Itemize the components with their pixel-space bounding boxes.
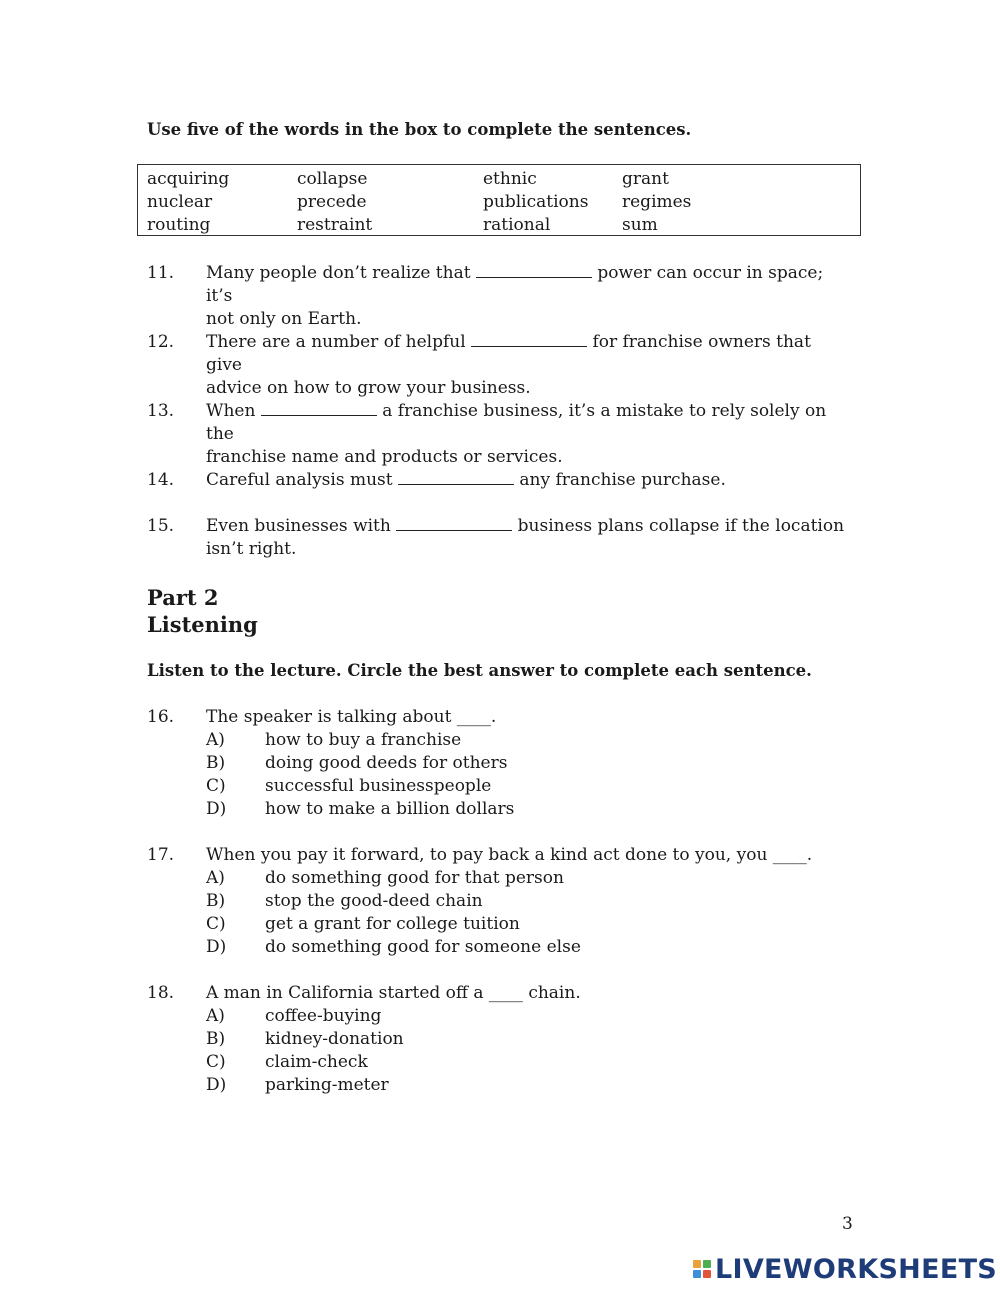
option-text[interactable]: claim-check <box>265 1052 368 1072</box>
question-number: 15. <box>147 516 175 536</box>
question-11 <box>206 262 846 331</box>
answer-blank[interactable] <box>476 263 592 278</box>
option-letter[interactable]: D) <box>206 937 227 957</box>
option-letter[interactable]: D) <box>206 1075 227 1095</box>
logo-blocks-icon <box>693 1260 711 1278</box>
question-number: 17. <box>147 845 175 865</box>
option-letter[interactable]: B) <box>206 1029 226 1049</box>
question-text: franchise name and products or services. <box>206 447 563 467</box>
option-letter[interactable]: D) <box>206 799 227 819</box>
question-number: 12. <box>147 332 175 352</box>
logo-text: LIVEWORKSHEETS <box>715 1253 998 1285</box>
option-letter[interactable]: A) <box>206 1006 225 1026</box>
question-number: 13. <box>147 401 175 421</box>
question-text: not only on Earth. <box>206 309 362 329</box>
option-text[interactable]: parking-meter <box>265 1075 389 1095</box>
question-17: When you pay it forward, to pay back a kind act done to you, you ____. <box>206 845 813 865</box>
option-text[interactable]: successful businesspeople <box>265 776 492 796</box>
option-text[interactable]: kidney-donation <box>265 1029 404 1049</box>
question-text: any franchise purchase. <box>514 470 726 490</box>
option-letter[interactable]: B) <box>206 753 226 773</box>
option-text[interactable]: how to make a billion dollars <box>265 799 515 819</box>
part2-instruction: Listen to the lecture. Circle the best answer to complete each sentence. <box>147 661 812 680</box>
question-number: 18. <box>147 983 175 1003</box>
option-letter[interactable]: A) <box>206 868 225 888</box>
section1-instruction: Use five of the words in the box to complete the sentences. <box>147 120 692 139</box>
word-box-word: collapse <box>297 169 368 189</box>
word-box-word: restraint <box>297 215 373 235</box>
option-text[interactable]: how to buy a franchise <box>265 730 462 750</box>
question-12 <box>206 331 846 400</box>
option-letter[interactable]: C) <box>206 776 226 796</box>
option-text[interactable]: coffee-buying <box>265 1006 382 1026</box>
question-text: Even businesses with <box>206 516 397 536</box>
word-box-word: regimes <box>622 192 692 212</box>
question-text: a franchise business, it’s a mistake to rely solely on the <box>206 401 827 444</box>
word-box-word: routing <box>147 215 211 235</box>
question-number: 14. <box>147 470 175 490</box>
page-number: 3 <box>842 1214 853 1234</box>
question-14 <box>206 469 846 492</box>
word-box-word: grant <box>622 169 669 189</box>
question-16: The speaker is talking about ____. <box>206 707 497 727</box>
liveworksheets-logo <box>693 1254 997 1284</box>
word-box-word: precede <box>297 192 367 212</box>
question-number: 11. <box>147 263 175 283</box>
word-box-word: publications <box>483 192 589 212</box>
question-text: isn’t right. <box>206 539 297 559</box>
word-box-word: rational <box>483 215 551 235</box>
question-13 <box>206 400 846 469</box>
question-text: Many people don’t realize that <box>206 263 476 283</box>
option-letter[interactable]: C) <box>206 914 226 934</box>
answer-blank[interactable] <box>471 332 587 347</box>
question-number: 16. <box>147 707 175 727</box>
option-letter[interactable]: C) <box>206 1052 226 1072</box>
question-text: Careful analysis must <box>206 470 398 490</box>
question-18: A man in California started off a ____ chain. <box>206 983 581 1003</box>
word-box-word: sum <box>622 215 658 235</box>
word-box-word: nuclear <box>147 192 213 212</box>
question-text: for franchise owners that give <box>206 332 811 375</box>
option-text[interactable]: do something good for that person <box>265 868 564 888</box>
part-heading: Part 2 <box>147 585 219 610</box>
question-text: business plans collapse if the location <box>512 516 845 536</box>
question-text: When <box>206 401 261 421</box>
question-text: power can occur in space; it’s <box>206 263 824 306</box>
option-text[interactable]: do something good for someone else <box>265 937 581 957</box>
word-box <box>137 164 861 236</box>
answer-blank[interactable] <box>261 401 377 416</box>
option-text[interactable]: get a grant for college tuition <box>265 914 520 934</box>
option-letter[interactable]: A) <box>206 730 225 750</box>
option-text[interactable]: stop the good-deed chain <box>265 891 483 911</box>
question-text: There are a number of helpful <box>206 332 472 352</box>
section-heading: Listening <box>147 612 258 637</box>
word-box-word: ethnic <box>483 169 537 189</box>
question-text: advice on how to grow your business. <box>206 378 531 398</box>
word-box-word: acquiring <box>147 169 230 189</box>
option-letter[interactable]: B) <box>206 891 226 911</box>
option-text[interactable]: doing good deeds for others <box>265 753 508 773</box>
answer-blank[interactable] <box>396 516 512 531</box>
answer-blank[interactable] <box>398 470 514 485</box>
question-15 <box>206 515 846 561</box>
